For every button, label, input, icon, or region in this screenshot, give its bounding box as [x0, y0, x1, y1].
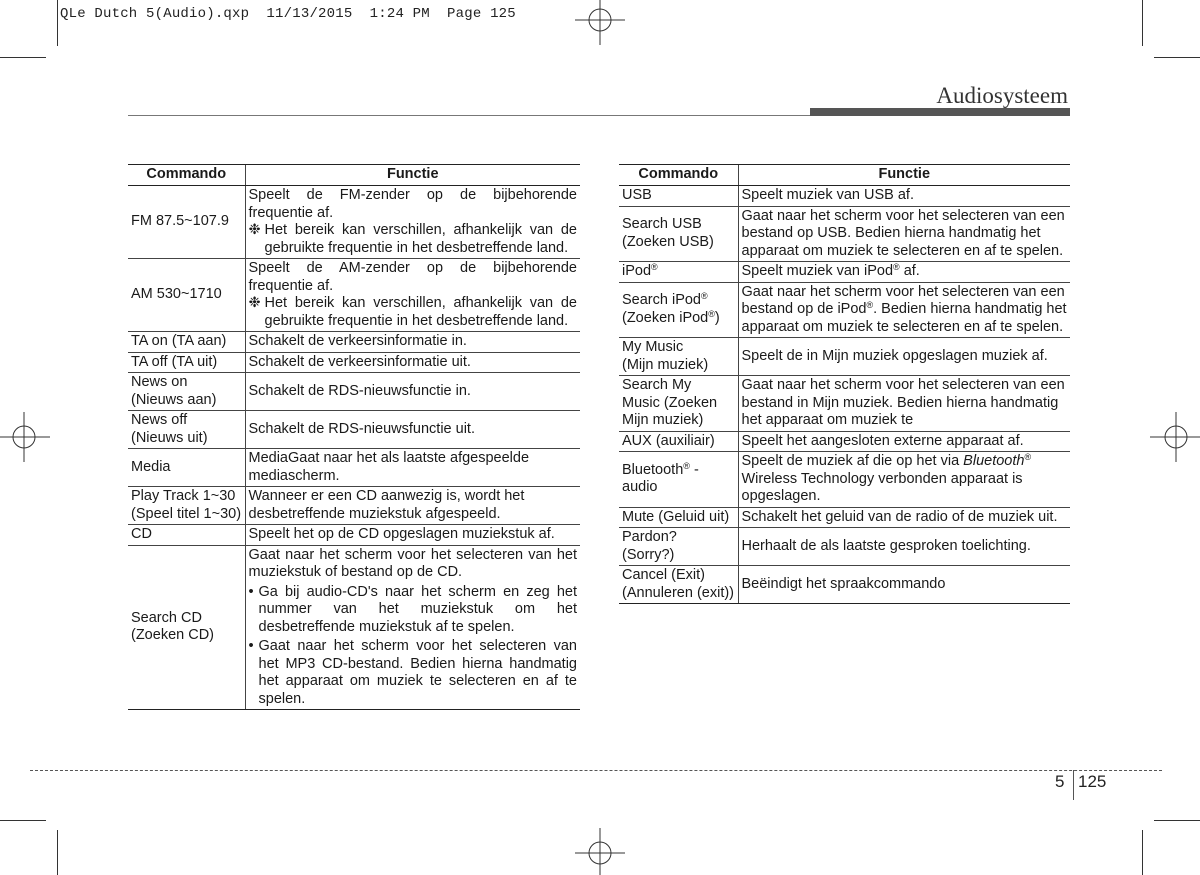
command-cell: CD	[128, 525, 245, 546]
command-cell	[619, 282, 738, 338]
column-header-command: Commando	[128, 165, 245, 186]
function-cell: MediaGaat naar het als laatste afgespeelde mediascherm.	[245, 449, 580, 487]
command-cell	[619, 566, 738, 604]
function-text: Wireless Technology verbonden apparaat is opgeslagen.	[741, 470, 1023, 504]
right-command-table	[619, 164, 1070, 604]
command-line: (Zoeken USB)	[622, 233, 714, 250]
table-row	[128, 352, 580, 373]
table-row	[128, 449, 580, 487]
function-cell	[245, 545, 580, 710]
crop-mark	[0, 57, 46, 58]
command-cell	[619, 452, 738, 508]
function-cell: Gaat naar het scherm voor het selecteren van een bestand in Mijn muziek. Bedien hierna handmatig het apparaat om muziek te	[738, 376, 1070, 432]
note	[249, 222, 578, 257]
command-line	[622, 462, 735, 480]
registered-icon: ®	[893, 262, 900, 272]
table-row	[128, 373, 580, 411]
function-cell: Speelt de in Mijn muziek opgeslagen muziek af.	[738, 338, 1070, 376]
table-header-row	[128, 165, 580, 186]
command-line: Search CD	[131, 609, 202, 626]
command-line: News on	[131, 374, 188, 390]
command-text: iPod	[622, 263, 652, 279]
command-text: Bluetooth	[622, 461, 684, 478]
function-cell: Schakelt de RDS-nieuwsfunctie in.	[245, 373, 580, 411]
command-line	[622, 310, 735, 328]
registered-icon: ®	[683, 460, 690, 471]
command-cell	[619, 206, 738, 262]
function-cell: Schakelt het geluid van de radio of de muziek uit.	[738, 507, 1070, 528]
table-row	[128, 525, 580, 546]
registered-icon: ®	[701, 291, 708, 302]
function-text-italic: Bluetooth	[963, 453, 1025, 469]
note-text: Het bereik kan verschillen, afhankelijk van de gebruikte frequentie in het desbetreffende land.	[264, 295, 577, 329]
function-cell: Schakelt de RDS-nieuwsfunctie uit.	[245, 411, 580, 449]
note	[249, 295, 578, 330]
table-row	[128, 411, 580, 449]
page-number: 125	[1078, 772, 1107, 791]
function-cell	[245, 186, 580, 259]
column-header-function: Functie	[738, 165, 1070, 186]
table-row	[619, 452, 1070, 508]
command-cell: Media	[128, 449, 245, 487]
note-text: Het bereik kan verschillen, afhankelijk van de gebruikte frequentie in het desbetreffende land.	[264, 222, 577, 256]
function-cell: Gaat naar het scherm voor het selecteren van een bestand op USB. Bedien hierna handmatig het apparaat om muziek te selecteren en af te spelen.	[738, 206, 1070, 262]
column-header-command: Commando	[619, 165, 738, 186]
command-cell	[619, 376, 738, 432]
table-row	[619, 431, 1070, 452]
section-title: Audiosysteem	[936, 83, 1068, 108]
command-cell	[128, 411, 245, 449]
command-line: (Mijn muziek)	[622, 356, 709, 373]
command-text: )	[714, 309, 720, 326]
left-command-table	[128, 164, 580, 710]
function-cell: Schakelt de verkeersinformatie uit.	[245, 352, 580, 373]
command-cell	[128, 373, 245, 411]
command-cell: TA off (TA uit)	[128, 352, 245, 373]
command-text: -	[689, 461, 699, 478]
command-line: (Zoeken CD)	[131, 627, 214, 644]
command-cell: USB	[619, 186, 738, 207]
column-header-function: Functie	[245, 165, 580, 186]
command-cell: AM 530~1710	[128, 259, 245, 332]
table-row	[128, 186, 580, 259]
command-cell	[128, 487, 245, 525]
bullet-text: Gaat naar het scherm voor het selecteren van het MP3 CD-bestand. Bedien hierna handmatig het apparaat om muziek te selecteren en af te spelen.	[258, 638, 577, 707]
command-line	[622, 292, 735, 310]
command-line: Search My	[622, 377, 692, 393]
command-line: (Nieuws uit)	[131, 429, 208, 446]
function-cell: Beëindigt het spraakcommando	[738, 566, 1070, 604]
command-line: Cancel (Exit)	[622, 567, 705, 583]
command-cell	[619, 262, 738, 283]
function-cell: Speelt muziek van USB af.	[738, 186, 1070, 207]
registered-icon: ®	[651, 262, 658, 272]
crop-mark	[1142, 0, 1143, 46]
command-cell	[619, 338, 738, 376]
function-text: . Bedien hierna handmatig het apparaat om muziek te selecteren en af te spelen.	[741, 301, 1067, 335]
command-cell: AUX (auxiliair)	[619, 431, 738, 452]
command-line: audio	[622, 479, 658, 496]
command-line: Music (Zoeken	[622, 394, 718, 411]
bullet-text: Ga bij audio-CD's naar het scherm en zeg het nummer van het muziekstuk om het desbetreffende muziekstuk af te spelen.	[258, 583, 577, 635]
function-cell	[738, 452, 1070, 508]
command-text: (Zoeken iPod	[622, 309, 709, 326]
command-cell	[128, 545, 245, 710]
function-text: Gaat naar het scherm voor het selecteren van het muziekstuk of bestand op de CD.	[248, 546, 577, 580]
function-cell: Speelt het op de CD opgeslagen muziekstuk af.	[245, 525, 580, 546]
command-line: My Music	[622, 339, 684, 355]
command-cell	[619, 528, 738, 566]
table-row	[619, 376, 1070, 432]
function-text: Speelt muziek van iPod	[741, 263, 894, 279]
function-cell: Schakelt de verkeersinformatie in.	[245, 332, 580, 353]
function-cell	[245, 259, 580, 332]
footer-dashed-rule	[30, 770, 1162, 771]
command-text: Search iPod	[622, 292, 701, 309]
registered-icon: ®	[866, 300, 874, 310]
command-line: Mijn muziek)	[622, 412, 704, 428]
crop-mark	[0, 820, 46, 821]
registered-icon: ®	[1024, 452, 1032, 462]
print-slug: QLe Dutch 5(Audio).qxp 11/13/2015 1:24 PM Page 125	[60, 6, 516, 22]
registered-icon: ®	[708, 308, 715, 319]
table-row	[619, 206, 1070, 262]
note-mark-icon: ❉	[248, 222, 261, 238]
function-cell: Speelt het aangesloten externe apparaat af.	[738, 431, 1070, 452]
registration-mark-icon	[1150, 412, 1200, 462]
function-text: Speelt de AM-zender op de bijbehorende frequentie af.	[248, 260, 577, 294]
table-row	[619, 262, 1070, 283]
bullet-item	[249, 584, 578, 637]
table-row	[619, 507, 1070, 528]
table-row	[619, 528, 1070, 566]
function-cell	[738, 262, 1070, 283]
table-header-row	[619, 165, 1070, 186]
table-row	[619, 566, 1070, 604]
table-row	[128, 545, 580, 710]
function-text: Speelt de muziek af die op het via	[741, 453, 964, 469]
function-cell: Herhaalt de als laatste gesproken toelichting.	[738, 528, 1070, 566]
bullet-icon: •	[248, 638, 254, 654]
command-line: (Annuleren (exit))	[622, 584, 735, 601]
command-cell: TA on (TA aan)	[128, 332, 245, 353]
table-row	[619, 282, 1070, 338]
crop-mark	[57, 830, 58, 875]
crop-mark	[1154, 820, 1200, 821]
function-text: af.	[899, 263, 920, 279]
command-line: Play Track 1~30	[131, 488, 236, 504]
command-line: Pardon?	[622, 529, 677, 545]
bullet-icon: •	[248, 583, 254, 600]
command-line: News off	[131, 412, 188, 428]
crop-mark	[57, 0, 58, 46]
command-cell: FM 87.5~107.9	[128, 186, 245, 259]
note-mark-icon: ❉	[248, 295, 261, 311]
table-row	[619, 338, 1070, 376]
command-line: Search USB	[622, 216, 702, 233]
function-cell	[738, 282, 1070, 338]
section-bar	[810, 108, 1070, 116]
registration-mark-icon	[575, 828, 625, 875]
function-text: Speelt de FM-zender op de bijbehorende frequentie af.	[248, 187, 577, 221]
table-row	[128, 259, 580, 332]
table-row	[128, 487, 580, 525]
chapter-number: 5	[1055, 772, 1065, 791]
bullet-item	[249, 638, 578, 708]
table-row	[619, 186, 1070, 207]
command-line: (Sorry?)	[622, 546, 675, 563]
registration-mark-icon	[575, 0, 625, 45]
function-text: Gaat naar het scherm voor het selecteren van een bestand op de iPod	[741, 283, 1065, 317]
crop-mark	[1142, 830, 1143, 875]
command-cell: Mute (Geluid uit)	[619, 507, 738, 528]
table-row	[128, 332, 580, 353]
page-number-divider	[1073, 770, 1074, 800]
command-line: (Speel titel 1~30)	[131, 505, 242, 522]
command-line: (Nieuws aan)	[131, 391, 217, 408]
registration-mark-icon	[0, 412, 50, 462]
function-cell: Wanneer er een CD aanwezig is, wordt het desbetreffende muziekstuk afgespeeld.	[245, 487, 580, 525]
crop-mark	[1154, 57, 1200, 58]
